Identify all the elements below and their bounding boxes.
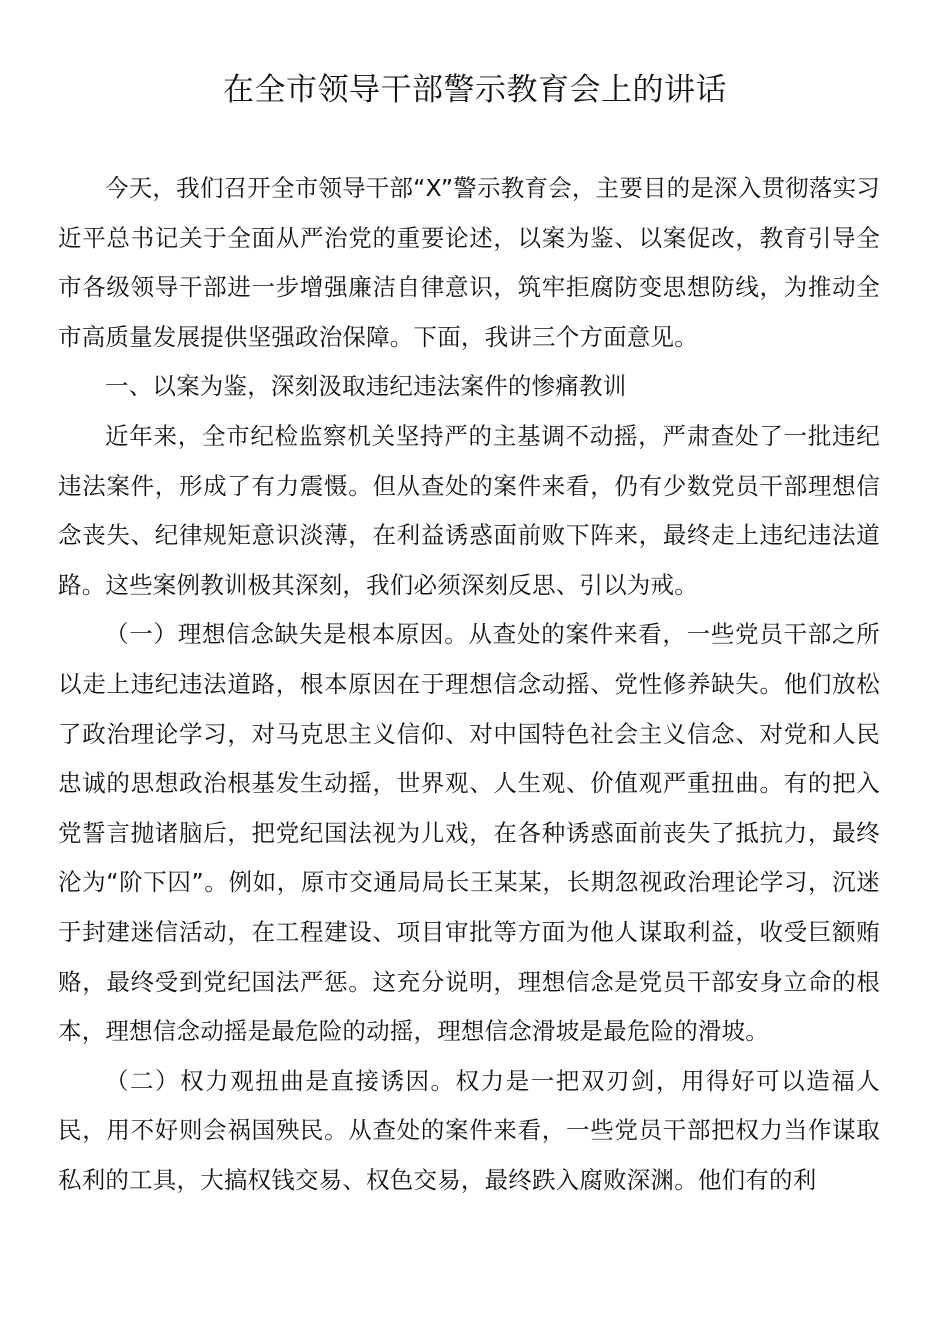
paragraph-subsection-2: （二）权力观扭曲是直接诱因。权力是一把双刃剑，用得好可以造福人民，用不好则会祸国殃民。从查处的案件来看，一些党员干部把权力当作谋取私利的工具，大搞权钱交易、权色交易，最终跌入腐败深渊。他们有的利	[58, 1066, 880, 1194]
section-heading-1: 一、以案为鉴，深刻汲取违纪违法案件的惨痛教训	[105, 372, 627, 401]
paragraph-intro: 今天，我们召开全市领导干部“X”警示教育会，主要目的是深入贯彻落实习近平总书记关于全面从严治党的重要论述，以案为鉴、以案促改，教育引导全市各级领导干部进一步增强廉洁自律意识，筑牢拒腐防变思想防线，为推动全市高质量发展提供坚强政治保障。下面，我讲三个方面意见。	[58, 174, 880, 351]
document-body	[58, 164, 880, 1205]
document-title: 在全市领导干部警示教育会上的讲话	[223, 72, 727, 108]
paragraph-subsection-1: （一）理想信念缺失是根本原因。从查处的案件来看，一些党员干部之所以走上违纪违法道路，根本原因在于理想信念动摇、党性修养缺失。他们放松了政治理论学习，对马克思主义信仰、对中国特色社会主义信念、对党和人民忠诚的思想政治根基发生动摇，世界观、人生观、价值观严重扭曲。有的把入党誓言抛诸脑后，把党纪国法视为儿戏，在各种诱惑面前丧失了抵抗力，最终沦为“阶下囚”。例如，原市交通局局长王某某，长期忽视政治理论学习，沉迷于封建迷信活动，在工程建设、项目审批等方面为他人谋取利益，收受巨额贿赂，最终受到党纪国法严惩。这充分说明，理想信念是党员干部安身立命的根本，理想信念动摇是最危险的动摇，理想信念滑坡是最危险的滑坡。	[58, 620, 880, 1046]
paragraph-section-1-intro: 近年来，全市纪检监察机关坚持严的主基调不动摇，严肃查处了一批违纪违法案件，形成了有力震慑。但从查处的案件来看，仍有少数党员干部理想信念丧失、纪律规矩意识淡薄，在利益诱惑面前败下阵来，最终走上违纪违法道路。这些案例教训极其深刻，我们必须深刻反思、引以为戒。	[58, 421, 880, 599]
